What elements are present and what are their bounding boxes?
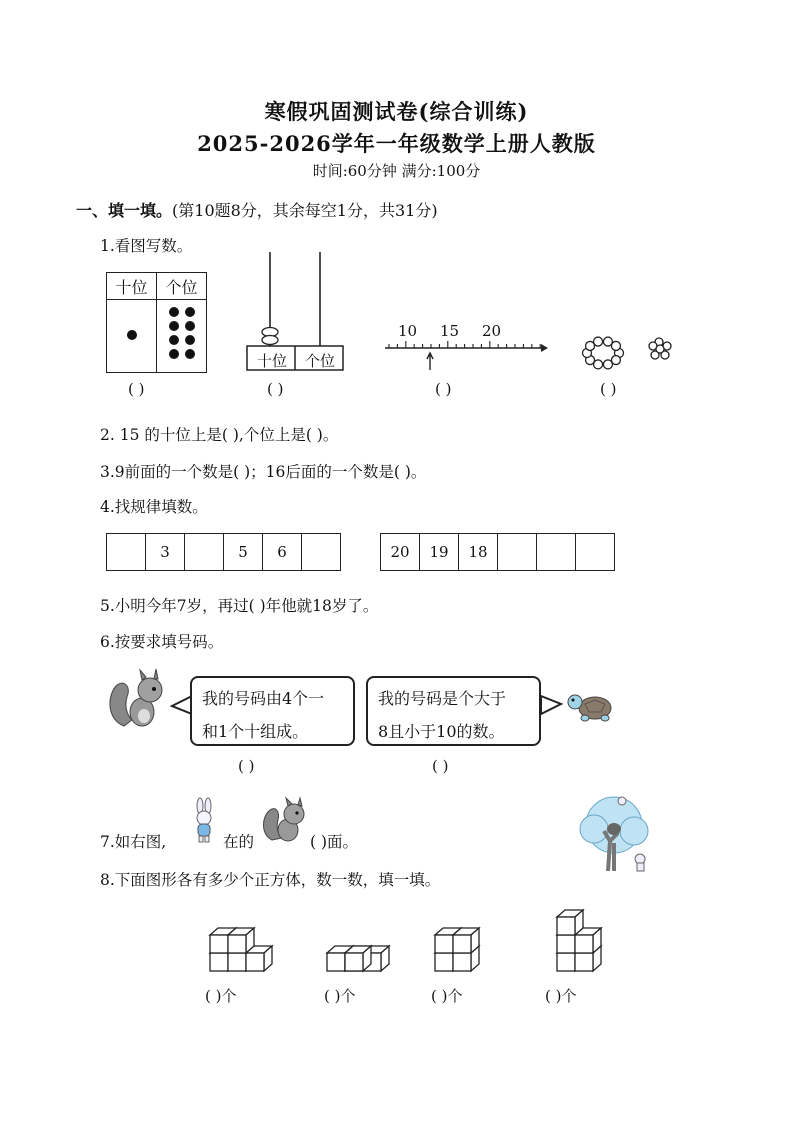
numberline-label-20: 20 — [482, 322, 502, 340]
pv-header-tens: 十位 — [107, 273, 157, 300]
numberline-label-10: 10 — [398, 322, 418, 340]
bubble-right-line2: 8且小于10的数。 — [378, 722, 505, 741]
question-4-prompt: 4.找规律填数。 — [100, 498, 208, 516]
cube — [435, 935, 453, 953]
pattern-cell: 6 — [263, 534, 302, 571]
question-7-middle: 在的 — [223, 833, 255, 851]
pattern-cell: 20 — [381, 534, 420, 571]
cube — [210, 953, 228, 971]
cube — [453, 953, 471, 971]
cube — [435, 953, 453, 971]
question-7-suffix: ( )面。 — [310, 833, 359, 851]
cube — [228, 953, 246, 971]
pattern-cell: 19 — [420, 534, 459, 571]
pattern-cell: 3 — [146, 534, 185, 571]
cube-figure-2 — [327, 946, 389, 971]
pv-ones-cell — [157, 300, 207, 373]
cube — [557, 917, 575, 935]
tree-icon — [578, 795, 653, 875]
pattern-cell[interactable] — [537, 534, 576, 571]
pattern-cell[interactable] — [576, 534, 615, 571]
section-title: 一、填一填。 — [76, 201, 173, 220]
bubble-left-line1: 我的号码由4个一 — [202, 689, 325, 708]
section-heading — [76, 198, 438, 221]
pattern-cell: 5 — [224, 534, 263, 571]
place-value-chart — [106, 272, 207, 373]
pv-header-ones: 个位 — [157, 273, 207, 300]
tens-dot — [125, 328, 139, 342]
cube-figure-4 — [557, 910, 601, 971]
cube — [575, 953, 593, 971]
pattern-cell[interactable] — [302, 534, 341, 571]
abacus-label-tens: 十位 — [256, 352, 287, 370]
cube — [327, 953, 345, 971]
squirrel-icon-small — [260, 798, 310, 844]
q1-answer-3[interactable]: ( ) — [435, 380, 452, 398]
cube — [228, 935, 246, 953]
bead — [594, 337, 603, 346]
cube — [246, 953, 264, 971]
pattern-cell[interactable] — [107, 534, 146, 571]
numberline-label-15: 15 — [440, 322, 460, 340]
cube — [453, 935, 471, 953]
cube — [557, 953, 575, 971]
question-2: 2. 15 的十位上是( ),个位上是( )。 — [100, 426, 339, 444]
bead — [603, 360, 612, 369]
q8-answer-4[interactable]: ( )个 — [545, 987, 577, 1005]
section-note: (第10题8分，其余每空1分，共31分) — [172, 201, 438, 220]
counters-picture — [583, 333, 678, 373]
pattern-row-1 — [106, 533, 341, 571]
cube-figure-3 — [435, 928, 479, 971]
page-subtitle: 2025-2026学年一年级数学上册人教版 — [197, 131, 596, 156]
abacus-label-ones: 个位 — [304, 352, 335, 370]
question-3: 3.9前面的一个数是( )；16后面的一个数是( )。 — [100, 463, 427, 481]
page-title: 寒假巩固测试卷(综合训练) — [264, 99, 529, 124]
q6-answer-right[interactable]: ( ) — [432, 757, 449, 775]
pattern-cell[interactable] — [185, 534, 224, 571]
bubble-tail-right — [539, 694, 565, 718]
pv-tens-cell — [107, 300, 157, 373]
cube-figures — [205, 905, 645, 985]
bubble-left-line2: 和1个十组成。 — [202, 722, 309, 741]
question-7-prefix: 7.如右图, — [100, 833, 167, 851]
q1-answer-2[interactable]: ( ) — [267, 380, 284, 398]
squirrel-icon — [106, 668, 168, 730]
bead — [611, 341, 620, 350]
q8-answer-1[interactable]: ( )个 — [205, 987, 237, 1005]
cube — [575, 935, 593, 953]
q1-answer-1[interactable]: ( ) — [128, 380, 145, 398]
question-5: 5.小明今年7岁，再过( )年他就18岁了。 — [100, 597, 379, 615]
pattern-cell: 18 — [459, 534, 498, 571]
pattern-cell[interactable] — [498, 534, 537, 571]
turtle-icon — [565, 688, 615, 724]
cube — [557, 935, 575, 953]
q8-answer-2[interactable]: ( )个 — [324, 987, 356, 1005]
speech-bubble-right — [366, 676, 541, 746]
question-8-prompt: 8.下面图形各有多少个正方体，数一数，填一填。 — [100, 871, 441, 889]
question-1-prompt: 1.看图写数。 — [100, 237, 193, 255]
rabbit-icon — [190, 800, 218, 844]
q8-answer-3[interactable]: ( )个 — [431, 987, 463, 1005]
cube — [345, 953, 363, 971]
exam-info: 时间:60分钟 满分:100分 — [312, 162, 481, 180]
q6-answer-left[interactable]: ( ) — [238, 757, 255, 775]
question-6-prompt: 6.按要求填号码。 — [100, 633, 224, 651]
ones-dots — [167, 305, 197, 363]
bubble-right-line1: 我的号码是个大于 — [378, 689, 507, 708]
cube-figure-1 — [210, 928, 272, 971]
speech-bubble-left — [190, 676, 355, 746]
pattern-row-2 — [380, 533, 615, 571]
cube — [210, 935, 228, 953]
q1-answer-4[interactable]: ( ) — [600, 380, 617, 398]
